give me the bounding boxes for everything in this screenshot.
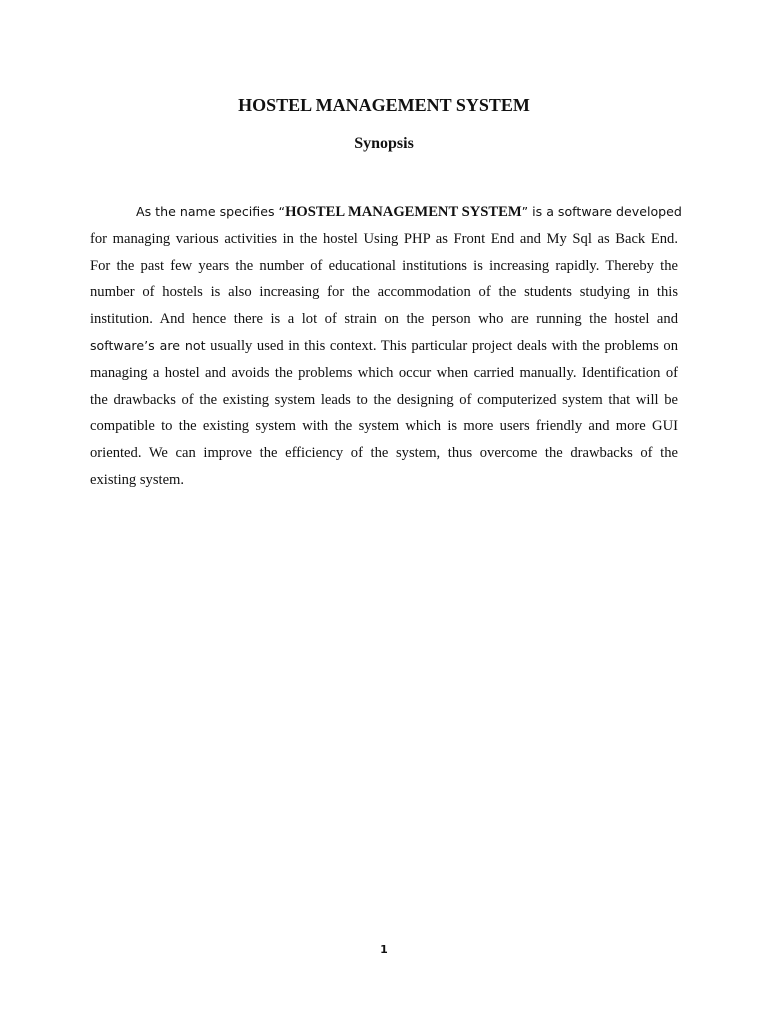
paragraph-line-3: For the past few years the number of educational institutions is increasing rapidly. Thereby the: [90, 257, 678, 274]
paragraph-line-1: [90, 199, 682, 226]
line-6-rest: usually used in this context. This particular project deals with the problems on: [205, 337, 678, 354]
paragraph-line-6: [90, 333, 678, 360]
paragraph-line-5: institution. And hence there is a lot of strain on the person who are running the hostel and: [90, 311, 678, 328]
document-title: HOSTEL MANAGEMENT SYSTEM: [238, 95, 530, 115]
paragraph-line-9: compatible to the existing system with the system which is more users friendly and more GUI: [90, 418, 678, 435]
paragraph-line-4: number of hostels is also increasing for the accommodation of the students studying in this: [90, 284, 678, 301]
paragraph-line-7: managing a hostel and avoids the problems which occur when carried manually. Identification of: [90, 364, 678, 381]
paragraph-line-11: existing system.: [90, 471, 185, 488]
line-1-end: ” is a software developed: [521, 204, 682, 219]
paragraph-line-8: the drawbacks of the existing system leads to the designing of computerized system that will be: [90, 391, 678, 408]
line-6-start: software’s are not: [90, 337, 206, 353]
document-subtitle: Synopsis: [354, 135, 414, 152]
synopsis-paragraph: [90, 199, 682, 494]
line-1-intro: As the name specifies “: [136, 204, 286, 219]
page-number: 1: [380, 943, 388, 956]
line-1-system-name: HOSTEL MANAGEMENT SYSTEM: [285, 204, 522, 220]
paragraph-line-10: oriented. We can improve the efficiency of the system, thus overcome the drawbacks of the: [90, 445, 678, 462]
paragraph-line-2: for managing various activities in the hostel Using PHP as Front End and My Sql as Back End.: [90, 230, 678, 247]
